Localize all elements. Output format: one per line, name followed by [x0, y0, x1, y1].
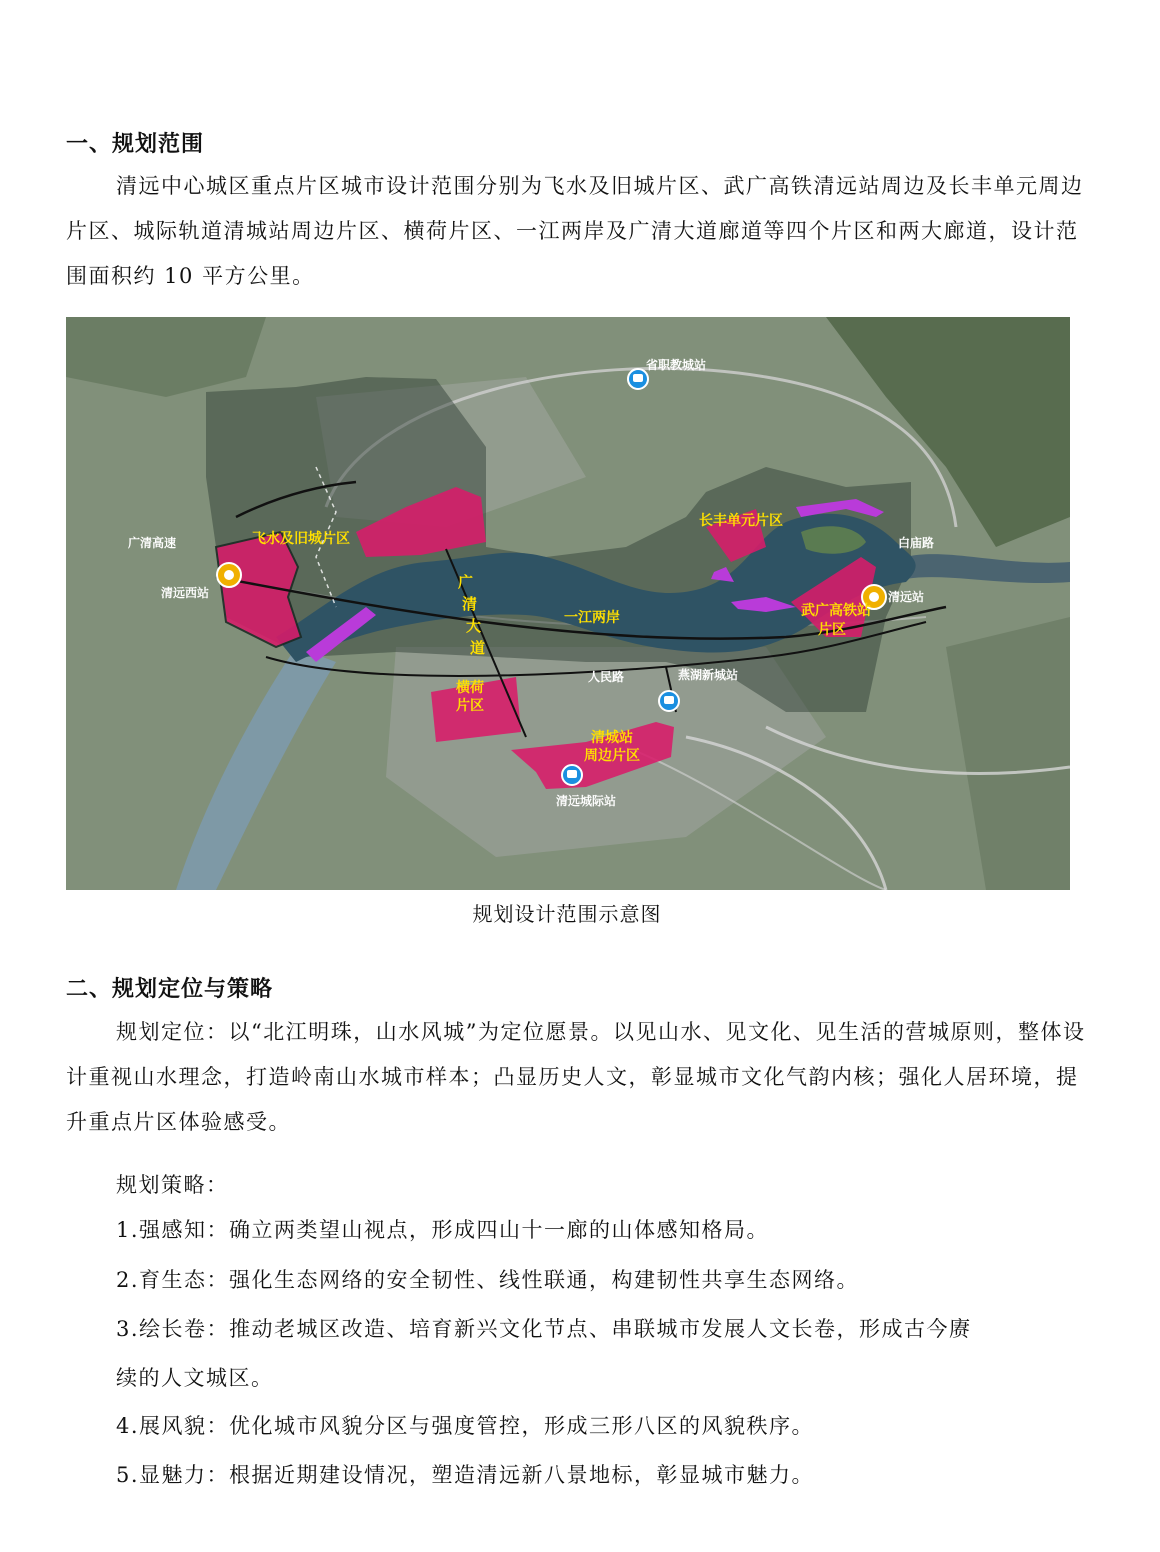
road-label-renmin: 人民路	[588, 670, 625, 684]
station-label-yanhu: 燕湖新城站	[678, 668, 739, 682]
zone-label-yijiang: 一江两岸	[564, 610, 620, 626]
metro-station-icon	[628, 369, 648, 389]
train-station-icon	[217, 563, 241, 587]
zone-label-guangqing-2: 清	[462, 595, 478, 613]
positioning-paragraph: 规划定位：以“北江明珠，山水风城”为定位愿景。以见山水、见文化、见生活的营城原则，整体设计重视山水理念，打造岭南山水城市样本；凸显历史人文，彰显城市文化气韵内核；强化人居环境，提升重点片区体验感受。	[66, 1020, 1086, 1134]
road-label-baimiao: 白庙路	[898, 536, 935, 550]
strategy-label: 规划策略：	[116, 1173, 229, 1197]
strategy-item-3-line2: 续的人文城区。	[116, 1366, 274, 1390]
zone-label-changfeng: 长丰单元片区	[699, 513, 783, 529]
zone-label-henghe-1: 横荷	[456, 680, 484, 696]
zone-label-feishui: 飞水及旧城片区	[252, 531, 350, 547]
station-label-qingyuan-west: 清远西站	[161, 586, 210, 600]
zone-label-guangqing-1: 广	[458, 573, 474, 591]
section-heading-scope: 一、规划范围	[66, 132, 205, 157]
planning-scope-map	[66, 317, 1070, 890]
zone-label-guangqing-3: 大	[466, 617, 482, 635]
station-label-shengzhijiao: 省职教城站	[646, 358, 707, 372]
zone-label-qingcheng-1: 清城站	[591, 730, 633, 746]
zone-label-guangqing-4: 道	[470, 639, 486, 657]
zone-label-wuguang-2: 片区	[818, 622, 846, 638]
zone-label-qingcheng-2: 周边片区	[584, 748, 640, 764]
strategy-item-4: 4.展风貌：优化城市风貌分区与强度管控，形成三形八区的风貌秩序。	[116, 1414, 815, 1438]
strategy-item-3-line1: 3.绘长卷：推动老城区改造、培育新兴文化节点、串联城市发展人文长卷，形成古今赓	[116, 1317, 972, 1341]
strategy-item-1: 1.强感知：确立两类望山视点，形成四山十一廊的山体感知格局。	[116, 1218, 770, 1242]
station-label-qingyuan: 清远站	[888, 590, 925, 604]
strategy-item-2: 2.育生态：强化生态网络的安全韧性、线性联通，构建韧性共享生态网络。	[116, 1268, 860, 1292]
metro-station-icon	[562, 765, 582, 785]
map-caption: 规划设计范围示意图	[472, 902, 662, 926]
scope-paragraph: 清远中心城区重点片区城市设计范围分别为飞水及旧城片区、武广高铁清远站周边及长丰单元周边片区、城际轨道清城站周边片区、横荷片区、一江两岸及广清大道廊道等四个片区和两大廊道，设计范围面积约 10 平方公里。	[66, 174, 1084, 288]
zone-label-wuguang-1: 武广高铁站	[801, 603, 871, 619]
road-label-guangqing-highway: 广清高速	[128, 536, 177, 550]
station-label-qingyuan-intercity: 清远城际站	[556, 794, 617, 808]
section-heading-positioning: 二、规划定位与策略	[66, 977, 274, 1002]
metro-station-icon	[659, 691, 679, 711]
strategy-item-5: 5.显魅力：根据近期建设情况，塑造清远新八景地标，彰显城市魅力。	[116, 1463, 815, 1487]
zone-label-henghe-2: 片区	[456, 698, 484, 714]
